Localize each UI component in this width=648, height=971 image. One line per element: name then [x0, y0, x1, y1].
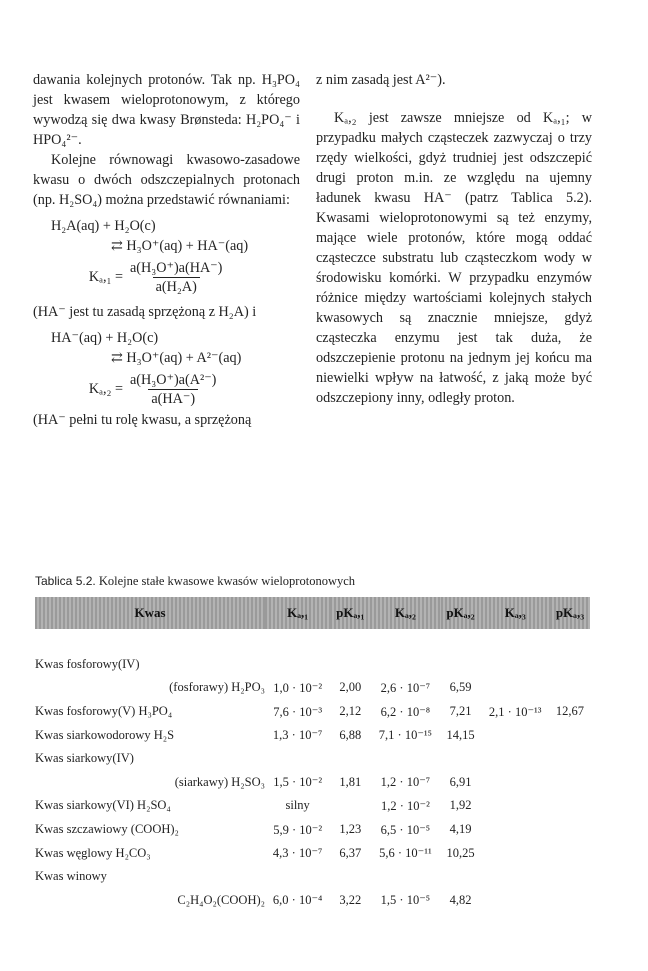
left-paragraph-2: Kolejne równowagi kwasowo-zasadowe kwasu o dwóch odszczepialnych protonach (np. H₂SO₄) można przedstawić równaniami: [33, 152, 300, 208]
header-ka1: Kₐ,₁ [265, 597, 330, 629]
ka2-fraction [127, 371, 219, 408]
left-text-column [33, 70, 300, 430]
cell-acid: (fosforawy) H₂PO₃ [169, 680, 265, 695]
cell-ka2: 1,5 · 10⁻⁵ [380, 893, 431, 908]
header-pka2: pKₐ,₂ [441, 597, 481, 629]
equation-1-line-1: H₂A(aq) + H₂O(c) [51, 218, 156, 234]
cell-pka1 [330, 794, 370, 818]
ka1-numerator: a(H₃O⁺)a(HA⁻) [130, 259, 223, 276]
cell-ka3 [481, 841, 550, 865]
cell-ka3 [481, 889, 550, 913]
cell-pka3 [550, 841, 590, 865]
ka1-symbol: Kₐ,₁ = [88, 269, 123, 285]
ka1-denominator: a(H₂A) [153, 277, 200, 296]
table-row [35, 865, 590, 889]
cell-ka3 [481, 794, 550, 818]
header-ka2: Kₐ,₂ [370, 597, 440, 629]
cell-pka1: 3,22 [339, 892, 362, 907]
table-row [35, 841, 590, 865]
cell-pka3 [550, 889, 590, 913]
cell-acid: Kwas winowy [35, 869, 107, 884]
cell-ka2: 6,2 · 10⁻⁸ [380, 704, 431, 719]
cell-acid: Kwas siarkowy(IV) [35, 751, 134, 766]
cell-acid: Kwas szczawiowy (COOH)₂ [35, 822, 179, 837]
cell-pka2: 7,21 [449, 704, 472, 719]
table-row [35, 653, 590, 677]
cell-ka2: 7,1 · 10⁻¹⁵ [378, 728, 433, 743]
cell-ka1: 6,0 · 10⁻⁴ [272, 893, 323, 908]
cell-ka3 [481, 676, 550, 700]
cell-ka1: 4,3 · 10⁻⁷ [272, 846, 323, 861]
cell-ka1: 1,3 · 10⁻⁷ [272, 728, 323, 743]
equation-1-ka1 [33, 256, 300, 298]
header-acid: Kwas [35, 597, 265, 629]
cell-ka1: 1,5 · 10⁻² [273, 775, 323, 790]
right-paragraph-2: Kₐ,₂ jest zawsze mniejsze od Kₐ,₁; w przypadku małych cząsteczek zazwyczaj o trzy rzędy wielkości, gdyż trudniej jest odszczepić drugi proton m.in. ze względu na ujemny ładunek kwasu HA⁻ (patrz Tablica 5.2). Kwasami wieloprotonowymi są też enzymy, mające wiele protonów, które mogą oddać cząsteczce substratu lub cząsteczkom wody w środowisku komórki. W przypadku enzymów różnice między wartościami kolejnych stałych kwasowych są znacznie mniejsze, gdyż cząsteczka enzymu jest tak duża, że odszczepienie protonu na jednym jej końcu ma niewielki wpływ na łatwość, z jaką może być odszczepiony inny, odległy proton. [316, 110, 592, 406]
equation-2 [33, 328, 300, 410]
header-ka3: Kₐ,₃ [481, 597, 550, 629]
table-caption-text: Kolejne stałe kwasowe kwasów wieloprotonowych [98, 574, 356, 588]
table-row [35, 676, 590, 700]
cell-pka3 [550, 771, 590, 795]
ka2-denominator: a(HA⁻) [148, 389, 198, 408]
cell-acid: Kwas fosforowy(IV) [35, 656, 140, 671]
table-row [35, 700, 590, 724]
equation-2-ka2 [33, 368, 300, 410]
left-paragraph-4: (HA⁻ pełni tu rolę kwasu, a sprzężoną [33, 412, 252, 428]
cell-ka3 [481, 723, 550, 747]
cell-pka3 [550, 794, 590, 818]
cell-pka2: 10,25 [446, 845, 475, 860]
ka2-symbol: Kₐ,₂ = [88, 381, 123, 397]
ka1-fraction [127, 259, 225, 296]
cell-ka1: 7,6 · 10⁻³ [273, 704, 323, 719]
equation-1-line-2: ⇄ H₃O⁺(aq) + HA⁻(aq) [111, 238, 249, 254]
equation-2-line-1: HA⁻(aq) + H₂O(c) [51, 330, 159, 346]
cell-pka2: 6,59 [449, 680, 472, 695]
cell-ka3 [481, 771, 550, 795]
cell-acid: Kwas węglowy H₂CO₃ [35, 845, 151, 860]
cell-pka1: 1,81 [339, 774, 362, 789]
cell-acid: Kwas siarkowy(VI) H₂SO₄ [35, 798, 171, 813]
cell-acid: (siarkawy) H₂SO₃ [174, 774, 265, 789]
cell-pka2: 1,92 [449, 798, 472, 813]
cell-pka1: 6,88 [339, 727, 362, 742]
cell-ka1: 5,9 · 10⁻² [273, 822, 323, 837]
cell-ka2: 2,6 · 10⁻⁷ [380, 680, 431, 695]
ka2-numerator: a(H₃O⁺)a(A²⁻) [130, 371, 217, 388]
table-row [35, 889, 590, 913]
table-caption-label: Tablica 5.2. [35, 574, 96, 588]
cell-pka2: 4,19 [449, 822, 472, 837]
cell-pka1: 2,12 [339, 704, 362, 719]
right-paragraph-1: z nim zasadą jest A²⁻). [316, 72, 446, 88]
cell-pka3 [550, 723, 590, 747]
right-text-column [316, 70, 592, 408]
table-caption [35, 574, 595, 589]
cell-pka1: 6,37 [339, 845, 362, 860]
cell-acid: Kwas siarkowodorowy H₂S [35, 727, 175, 742]
cell-pka2: 14,15 [446, 727, 475, 742]
table-body [35, 653, 590, 913]
table-row [35, 747, 590, 771]
cell-pka1: 1,23 [339, 822, 362, 837]
table-row [35, 818, 590, 842]
left-paragraph-1: dawania kolejnych protonów. Tak np. H₃PO₄ jest kwasem wieloprotonowym, z którego wywodzą się dwa kwasy Brønsteda: H₂PO₄⁻ i HPO₄²⁻. [33, 72, 300, 148]
cell-ka2: 1,2 · 10⁻² [380, 798, 430, 813]
cell-ka3 [481, 818, 550, 842]
cell-pka3 [550, 676, 590, 700]
acid-constants-table [35, 597, 590, 912]
table-row [35, 794, 590, 818]
cell-acid: C₂H₄O₂(COOH)₂ [177, 892, 265, 907]
table-row [35, 771, 590, 795]
cell-ka2: 1,2 · 10⁻⁷ [380, 775, 431, 790]
cell-ka1: 1,0 · 10⁻² [273, 680, 323, 695]
left-paragraph-3: (HA⁻ jest tu zasadą sprzężoną z H₂A) i [33, 304, 257, 320]
header-pka3: pKₐ,₃ [550, 597, 590, 629]
cell-pka3 [550, 818, 590, 842]
cell-pka3: 12,67 [555, 704, 585, 719]
table-row [35, 723, 590, 747]
cell-acid: Kwas fosforowy(V) H₃PO₄ [35, 704, 173, 719]
table-header-row [35, 597, 590, 629]
header-pka1: pKₐ,₁ [330, 597, 370, 629]
equation-1 [33, 216, 300, 298]
cell-pka2: 6,91 [449, 774, 472, 789]
cell-pka2: 4,82 [449, 892, 472, 907]
cell-ka2: 6,5 · 10⁻⁵ [380, 822, 431, 837]
cell-pka1: 2,00 [339, 680, 362, 695]
cell-ka2: 5,6 · 10⁻¹¹ [379, 846, 432, 861]
cell-ka3: 2,1 · 10⁻¹³ [488, 704, 542, 719]
equation-2-line-2: ⇄ H₃O⁺(aq) + A²⁻(aq) [111, 350, 242, 366]
cell-ka1: silny [285, 798, 310, 813]
